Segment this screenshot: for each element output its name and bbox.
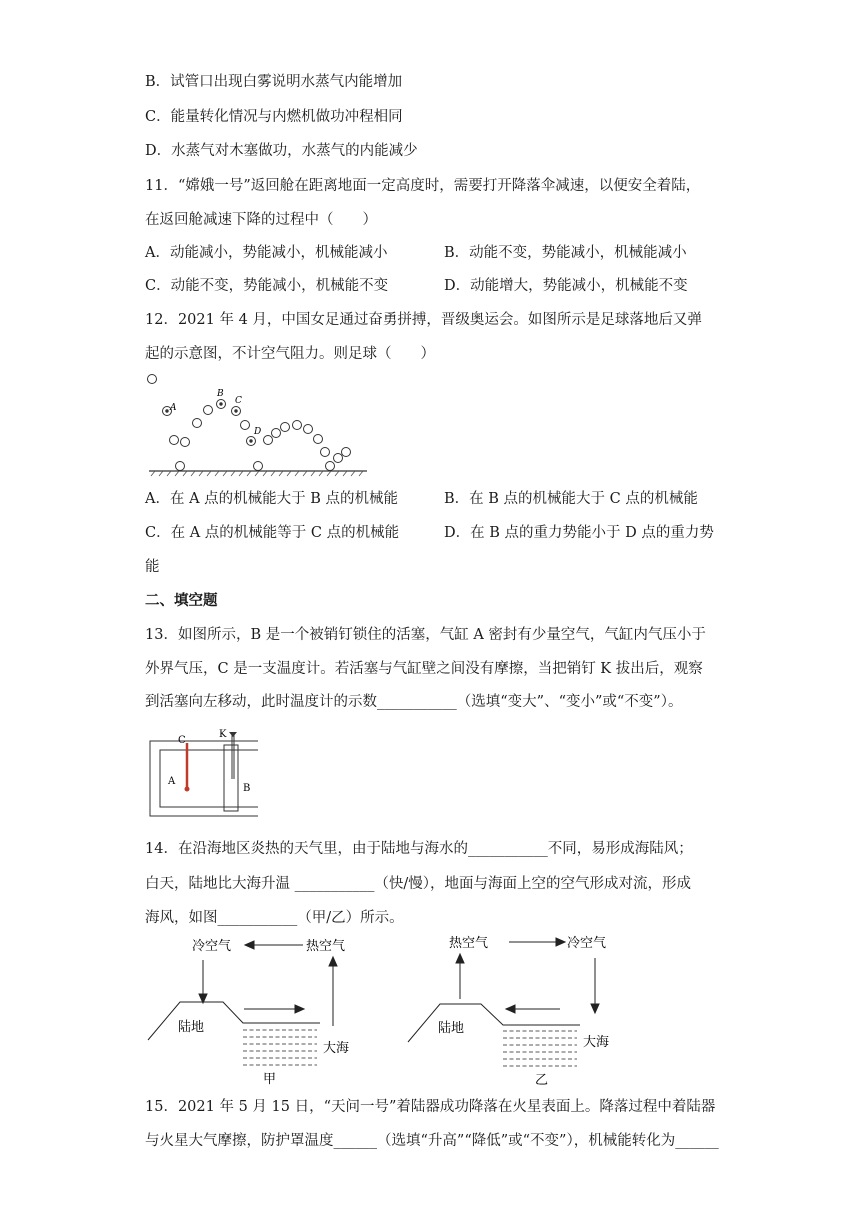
q12-option-b: B．在 B 点的机械能大于 C 点的机械能 <box>444 491 698 507</box>
piston-cylinder-figure <box>148 727 263 819</box>
q14-stem-1: 14．在沿海地区炎热的天气里，由于陆地与海水的___________不同，易形成海陆风； <box>145 841 693 857</box>
option-b-prev: B．试管口出现白雾说明水蒸气内能增加 <box>145 74 403 90</box>
label-b: B <box>217 389 224 399</box>
q15-stem-1: 15．2021 年 5 月 15 日，“天问一号”着陆器成功降落在火星表面上。降落过程中着陆器 <box>145 1099 716 1115</box>
yi-cold-air: 冷空气 <box>567 936 607 951</box>
jia-cold-air: 冷空气 <box>192 939 232 954</box>
label-k-pin: K <box>219 729 227 740</box>
q11-option-d: D．动能增大，势能减小，机械能不变 <box>444 278 688 294</box>
yi-sea: 大海 <box>583 1035 610 1050</box>
option-d-prev: D．水蒸气对木塞做功，水蒸气的内能减少 <box>145 143 418 159</box>
q14-stem-3: 海风，如图___________（甲/乙）所示。 <box>145 910 404 926</box>
q11-option-c: C．动能不变，势能减小，机械能不变 <box>145 278 389 294</box>
label-c: C <box>235 396 242 406</box>
yi-hot-air: 热空气 <box>449 936 489 951</box>
option-c-prev: C．能量转化情况与内燃机做功冲程相同 <box>145 109 403 125</box>
sea-breeze-figure-jia <box>145 930 370 1090</box>
q13-stem-1: 13．如图所示，B 是一个被销钉锁住的活塞，气缸 A 密封有少量空气，气缸内气压小于 <box>145 627 706 643</box>
label-a: A <box>170 403 177 413</box>
q13-stem-2: 外界气压，C 是一支温度计。若活塞与气缸壁之间没有摩擦，当把销钉 K 拔出后，观察 <box>145 661 703 677</box>
jia-hot-air: 热空气 <box>306 939 346 954</box>
label-b-piston: B <box>243 783 251 794</box>
q11-stem-2: 在返回舱减速下降的过程中（ ） <box>145 212 377 228</box>
q12-option-a: A．在 A 点的机械能大于 B 点的机械能 <box>145 491 399 507</box>
q11-stem-1: 11．“嫦娥一号”返回舱在距离地面一定高度时，需要打开降落伞减速，以便安全着陆， <box>145 178 701 194</box>
section-title: 二、填空题 <box>145 592 218 609</box>
jia-land: 陆地 <box>178 1020 205 1035</box>
yi-caption: 乙 <box>535 1073 549 1088</box>
label-c-thermometer: C <box>178 735 186 746</box>
q12-stem-1: 12．2021 年 4 月，中国女足通过奋勇拼搏，晋级奥运会。如图所示是足球落地后又弹 <box>145 312 702 328</box>
jia-sea: 大海 <box>323 1041 350 1056</box>
yi-land: 陆地 <box>438 1021 465 1036</box>
q11-option-b: B．动能不变，势能减小，机械能减小 <box>444 245 687 261</box>
land-breeze-figure-yi <box>405 925 620 1090</box>
label-a-cylinder: A <box>168 776 176 787</box>
label-d: D <box>254 427 262 437</box>
q12-option-c: C．在 A 点的机械能等于 C 点的机械能 <box>145 525 400 541</box>
q15-stem-2: 与火星大气摩擦，防护罩温度______（选填“升高”“降低”或“不变”），机械能转化为______ <box>145 1133 719 1149</box>
ball-bounce-figure <box>145 370 375 480</box>
q11-option-a: A．动能减小，势能减小，机械能减小 <box>145 245 388 261</box>
q12-stem-2: 起的示意图，不计空气阻力。则足球（ ） <box>145 346 435 362</box>
q12-option-d: D．在 B 点的重力势能小于 D 点的重力势 <box>444 525 714 541</box>
q14-stem-2: 白天，陆地比大海升温 ___________（快/慢），地面与海面上空的空气形成对流，形成 <box>145 876 691 892</box>
q12-option-d-cont: 能 <box>145 559 160 575</box>
q13-stem-3: 到活塞向左移动，此时温度计的示数___________（选填“变大”、“变小”或“不变”）。 <box>145 694 683 710</box>
jia-caption: 甲 <box>263 1072 277 1087</box>
